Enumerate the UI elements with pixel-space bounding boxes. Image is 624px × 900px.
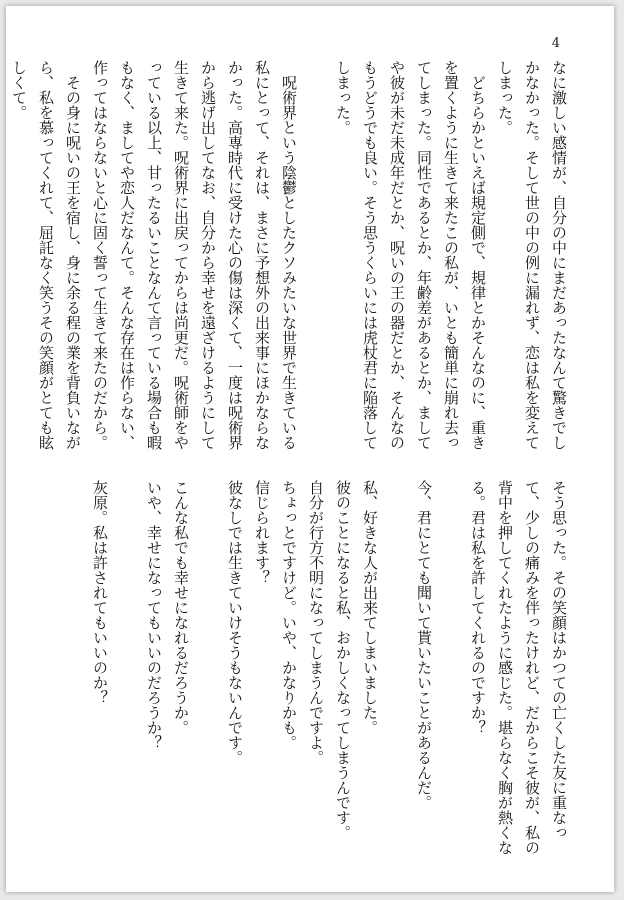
text-paragraph: 信じられます？	[253, 480, 271, 585]
text-paragraph: 私、好きな人が出来てしまいました。	[361, 480, 379, 735]
text-paragraph: ちょっとですけど。いや、かなりかも。	[280, 480, 298, 750]
text-paragraph	[0, 60, 5, 452]
text-paragraph: 自分が行方不明になってしまうんですよ。	[307, 480, 325, 765]
text-paragraph: こんな私でも幸せになれるだろうか。	[172, 480, 190, 735]
text-paragraph: 呪術界という陰鬱としたクソみたいな世界で生きている私にとって、それは、まさに予想外の出来事にほかならなかった。高専時代に受けた心の傷は深くて、一度は呪術界から逃げ出してなお、自分から幸せを遠ざけるようにして生きて来た。呪術界に出戻ってからは尚更だ。呪術師をやっている以上、甘ったるいことなんて言っている場合も暇もなく、ましてや恋人だなんて。そんな存在は作らない、作ってはならないと心に固く誓って生きて来たのだから。	[91, 60, 298, 450]
text-paragraph: 彼なしでは生きていけそうもないんです。	[226, 480, 244, 765]
book-page	[6, 6, 614, 892]
blank-line	[437, 480, 464, 860]
page-number: 4	[551, 36, 560, 51]
text-paragraph: どちらかといえば規定側で、規律とかそんなのに、重きを置くように生きて来たこの私が、いとも簡単に崩れ去ってしまった。同性であるとか、年齢差があるとか、ましてや彼が未だ未成年だとか、呪いの王の器だとか、そんなのもうどうでも良い。そう思うくらいには虎杖君に陥落してしまった。	[334, 60, 487, 450]
text-paragraph: 彼のことになると私、おかしくなってしまうんです。	[334, 480, 352, 840]
text-paragraph: 灰原。私は許されてもいいのか？	[91, 480, 109, 705]
text-paragraph: なに激しい感情が、自分の中にまだあったなんて驚きでしかなかった。そして世の中の例に漏れず、恋は私を変えてしまった。	[496, 60, 568, 450]
top-text-block	[0, 60, 572, 452]
blank-line	[302, 60, 329, 452]
text-paragraph: その身に呪いの王を宿し、身に余る程の業を背負いながら、私を慕ってくれて、屈託なく笑うその笑顔がとても眩しくて。	[10, 60, 82, 450]
bottom-text-block	[86, 480, 572, 860]
text-paragraph: そう思った。その笑顔はかつての亡くした友に重なって、少しの痛みを伴ったけれど、だからこそ彼が、私の背中を押してくれたように感じた。堪らなく胸が熱くなる。君は私を許してくれるのですか？	[469, 480, 568, 855]
vertical-text-body	[10, 60, 572, 860]
blank-line	[383, 480, 410, 860]
blank-line	[113, 480, 140, 860]
text-paragraph: 今、君にとても聞いて貰いたいことがあるんだ。	[415, 480, 433, 810]
blank-line	[194, 480, 221, 860]
text-paragraph: いや、幸せになってもいいのだろうか？	[145, 480, 163, 750]
